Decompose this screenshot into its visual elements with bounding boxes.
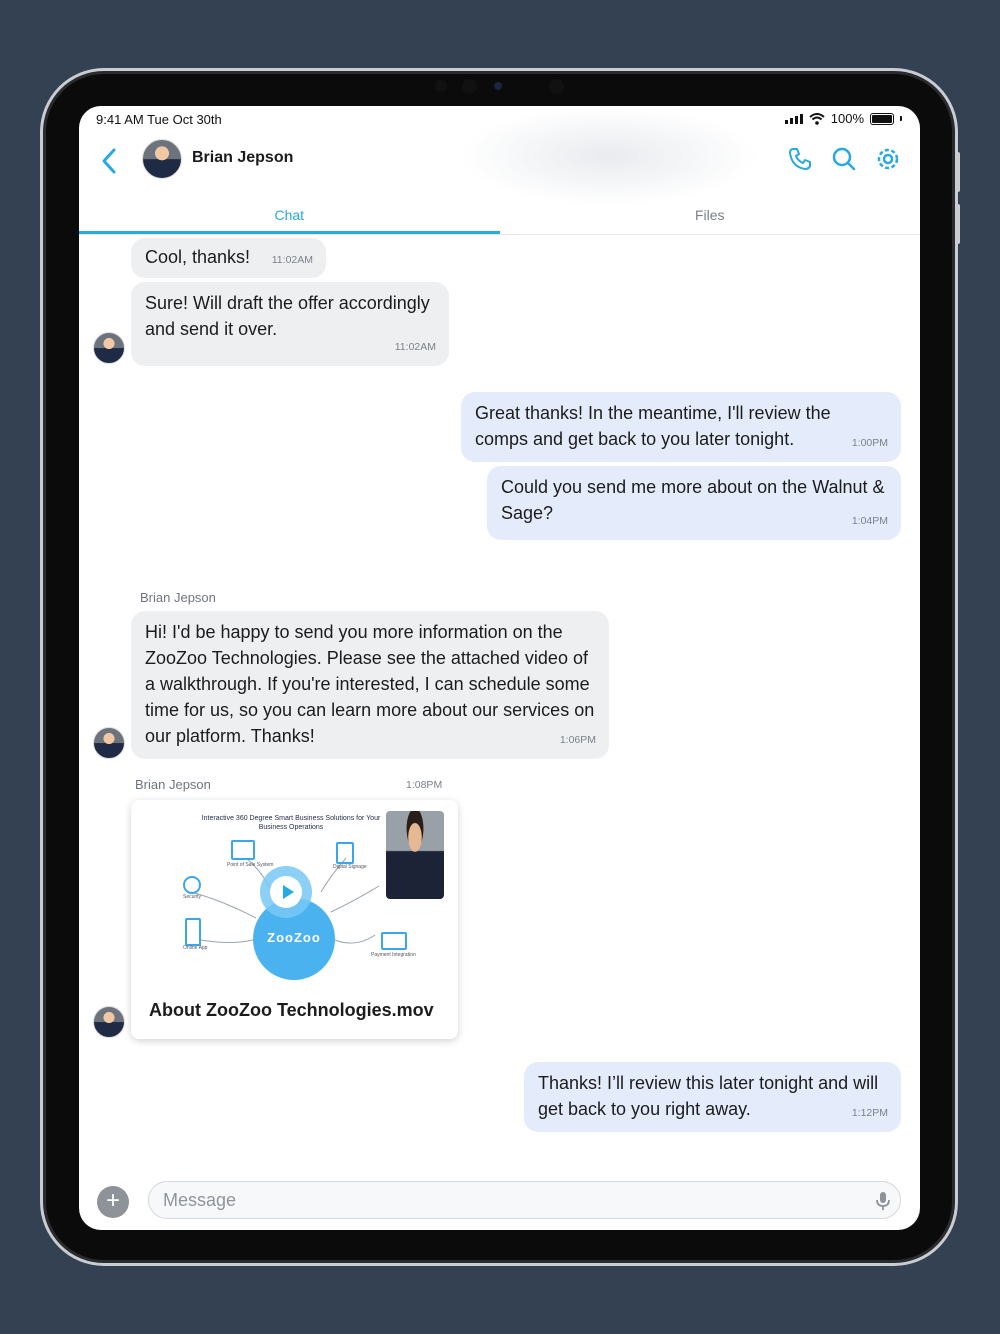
battery-tip xyxy=(900,116,902,121)
camera-sensor xyxy=(462,79,477,94)
message-input[interactable] xyxy=(148,1181,901,1219)
sender-avatar[interactable] xyxy=(93,1006,125,1038)
message-time: 1:00PM xyxy=(851,437,888,449)
status-indicators xyxy=(785,111,902,126)
power-button xyxy=(956,204,960,244)
online-app-icon xyxy=(185,918,201,946)
outgoing-message[interactable] xyxy=(524,1062,901,1132)
message-text: Hi! I'd be happy to send you more information on the ZooZoo Technologies. Please see the attached video of a walkthrough. If you're interested, I can schedule some time for us, so you can learn more about our services on our platform. Thanks! xyxy=(145,622,595,746)
message-time: 1:06PM xyxy=(559,734,596,746)
message-text: Great thanks! In the meantime, I'll review the comps and get back to you later tonight. xyxy=(475,403,831,449)
message-time: 1:12PM xyxy=(851,1107,888,1119)
video-title: About ZooZoo Technologies.mov xyxy=(149,1000,434,1020)
diagram-label: Point of Sale System xyxy=(227,862,274,868)
message-text: Could you send me more about on the Walnut & Sage? xyxy=(501,477,885,523)
tab-files[interactable]: Files xyxy=(694,207,725,223)
settings-gear-icon[interactable] xyxy=(875,146,901,172)
search-icon[interactable] xyxy=(831,146,857,172)
volume-button xyxy=(956,152,960,192)
app-screen xyxy=(79,106,920,1230)
sender-name: Brian Jepson xyxy=(135,777,211,792)
battery-icon xyxy=(870,113,894,125)
diagram-label: Security xyxy=(183,894,202,900)
back-chevron-icon[interactable] xyxy=(97,146,121,176)
diagram-label: Digital Signage xyxy=(333,864,367,870)
battery-percent: 100% xyxy=(830,111,864,126)
camera-lens xyxy=(494,82,502,90)
play-triangle xyxy=(283,885,294,899)
security-icon xyxy=(183,876,201,894)
incoming-message[interactable] xyxy=(131,238,326,278)
message-time: 1:08PM xyxy=(406,779,443,791)
presenter-thumbnail xyxy=(386,811,444,899)
microphone-icon[interactable] xyxy=(873,1190,893,1212)
phone-icon[interactable] xyxy=(787,146,813,172)
point-of-sale-icon xyxy=(231,840,255,860)
contact-avatar[interactable] xyxy=(142,139,182,179)
message-text: Sure! Will draft the offer accordingly and send it over. xyxy=(145,293,430,339)
signal-icon xyxy=(785,114,803,124)
camera-sensor xyxy=(435,80,447,92)
diagram-label: Online App xyxy=(183,945,208,951)
video-attachment-card[interactable] xyxy=(131,800,458,1039)
play-icon xyxy=(270,876,302,908)
incoming-message[interactable] xyxy=(131,611,609,759)
status-time: 9:41 AM Tue Oct 30th xyxy=(96,112,222,127)
payment-card-icon xyxy=(381,932,407,950)
sender-avatar[interactable] xyxy=(93,727,125,759)
camera-sensor xyxy=(549,79,564,94)
outgoing-message[interactable] xyxy=(461,392,901,462)
wifi-icon xyxy=(809,113,825,125)
add-attachment-button[interactable]: + xyxy=(97,1186,129,1218)
digital-signage-icon xyxy=(336,842,354,864)
tab-chat[interactable]: Chat xyxy=(79,198,500,234)
outgoing-message[interactable] xyxy=(487,466,901,540)
message-text: Cool, thanks! xyxy=(145,247,251,267)
contact-name[interactable]: Brian Jepson xyxy=(192,149,294,166)
message-composer xyxy=(79,1176,920,1230)
message-text: Thanks! I’ll review this later tonight and will get back to you right away. xyxy=(538,1073,879,1119)
message-time: 11:02AM xyxy=(394,341,436,353)
chat-header xyxy=(79,134,920,196)
message-time: 11:02AM xyxy=(271,254,313,266)
hub-text: ZooZoo xyxy=(267,930,321,945)
message-time: 1:04PM xyxy=(851,515,888,527)
play-button[interactable] xyxy=(260,866,312,918)
status-bar xyxy=(79,106,920,134)
thumbnail-heading: Interactive 360 Degree Smart Business Solutions for Your Business Operations xyxy=(201,815,381,831)
incoming-message[interactable] xyxy=(131,282,449,366)
diagram-label: Payment Integration xyxy=(371,952,416,958)
sender-name: Brian Jepson xyxy=(140,590,216,605)
chat-tabs xyxy=(79,198,920,235)
sender-avatar[interactable] xyxy=(93,332,125,364)
